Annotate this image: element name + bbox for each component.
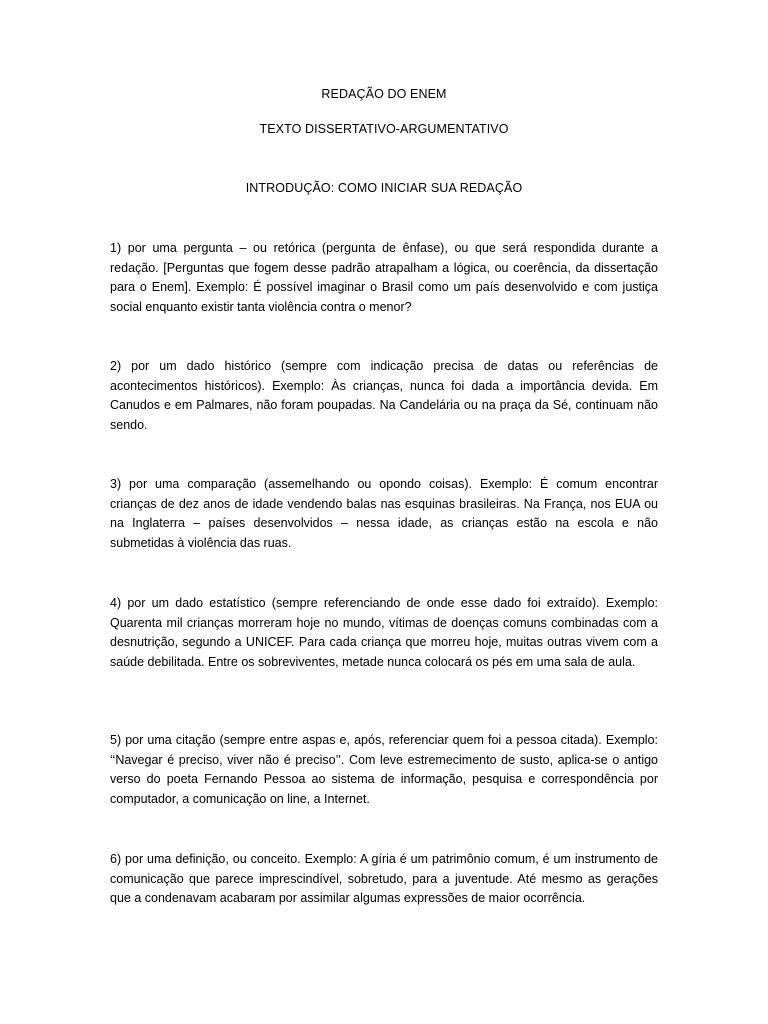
paragraph-dado-historico: 2) por um dado histórico (sempre com indicação precisa de datas ou referências de acontecimentos históricos). Exemplo: Às crianças, nunca foi dada a importância devida. Em Canudos e em Palmares, não foram poupadas. Na Candelária ou na praça da Sé, continuam não sendo. xyxy=(110,359,658,432)
paragraph-definicao: 6) por uma definição, ou conceito. Exemplo: A gíria é um patrimônio comum, é um instrumento de comunicação que parece imprescindível, sobretudo, para a juventude. Até mesmo as gerações que a condenavam acabaram por assimilar algumas expressões de maior ocorrência. xyxy=(110,852,658,905)
paragraph-dado-estatistico: 4) por um dado estatístico (sempre referenciando de onde esse dado foi extraído). Exemplo: Quarenta mil crianças morreram hoje no mundo, vítimas de doenças comuns combinadas com a desnutrição, segundo a UNICEF. Para cada criança que morreu hoje, muitas outras vivem com a saúde debilitada. Entre os sobreviventes, metade nunca colocará os pés em uma sala de aula. xyxy=(110,596,658,669)
paragraph-comparacao: 3) por uma comparação (assemelhando ou opondo coisas). Exemplo: É comum encontrar crianças de dez anos de idade vendendo balas nas esquinas brasileiras. Na França, nos EUA ou na Inglaterra – países desenvolvidos – nessa idade, as crianças estão na escola e não submetidas à violência das ruas. xyxy=(110,477,658,550)
document-title: REDAÇÃO DO ENEM xyxy=(321,87,447,101)
document-subtitle: TEXTO DISSERTATIVO-ARGUMENTATIVO xyxy=(259,122,509,136)
paragraph-pergunta: 1) por uma pergunta – ou retórica (pergunta de ênfase), ou que será respondida durante a redação. [Perguntas que fogem desse padrão atrapalham a lógica, ou coerência, da dissertação para o Enem]. Exemplo: É possível imaginar o Brasil como um país desenvolvido e com justiça social enquanto existir tanta violência contra o menor? xyxy=(110,241,658,314)
section-title: INTRODUÇÃO: COMO INICIAR SUA REDAÇÃO xyxy=(245,181,523,195)
paragraph-citacao: 5) por uma citação (sempre entre aspas e, após, referenciar quem foi a pessoa citada). Exemplo: ‘‘Navegar é preciso, viver não é preciso’’. Com leve estremecimento de susto, aplica-se o antigo verso do poeta Fernando Pessoa ao sistema de informação, pesquisa e correspondência por computador, a comunicação on line, a Internet. xyxy=(110,733,658,806)
